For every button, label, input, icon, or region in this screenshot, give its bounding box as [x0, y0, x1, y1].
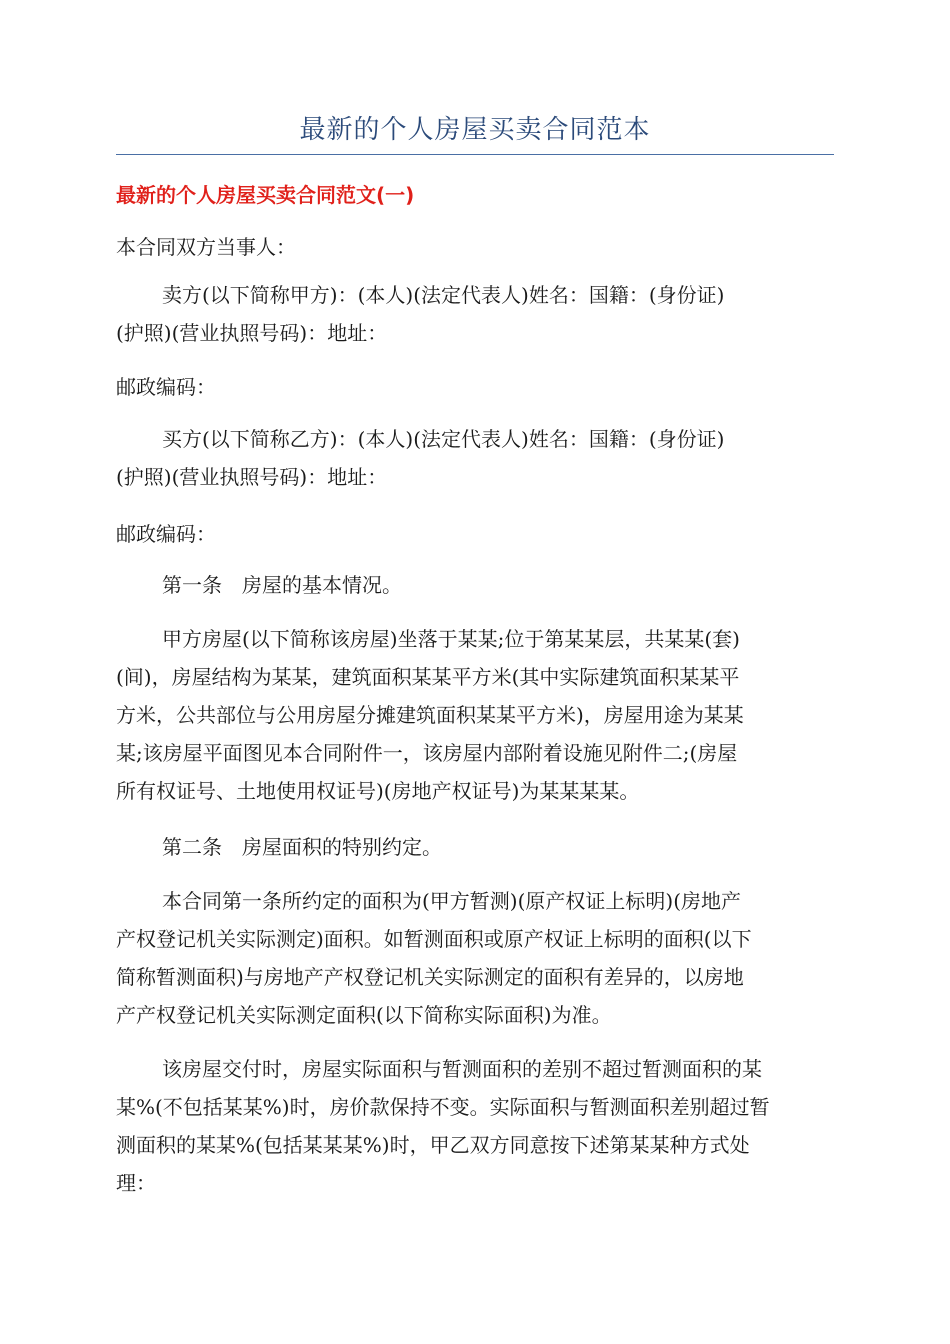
paragraph-line: 本合同第一条所约定的面积为(甲方暂测)(原产权证上标明)(房地产: [162, 889, 742, 913]
paragraph-line: (护照)(营业执照号码)：地址：: [116, 321, 388, 345]
paragraph-line: 该房屋交付时，房屋实际面积与暂测面积的差别不超过暂测面积的某: [162, 1057, 762, 1081]
article-2-heading: [116, 828, 834, 866]
paragraph-buyer: [116, 420, 834, 496]
paragraph-line: 某;该房屋平面图见本合同附件一，该房屋内部附着设施见附件二;(房屋: [116, 741, 738, 765]
paragraph-line: 所有权证号、土地使用权证号)(房地产权证号)为某某某某。: [116, 779, 640, 803]
paragraph-seller: [116, 276, 834, 352]
paragraph-line: 第一条 房屋的基本情况。: [162, 573, 402, 597]
paragraph-line: 卖方(以下简称甲方)：(本人)(法定代表人)姓名：国籍：(身份证): [162, 283, 725, 307]
paragraph-line: 买方(以下简称乙方)：(本人)(法定代表人)姓名：国籍：(身份证): [162, 427, 725, 451]
paragraph-line: 邮政编码：: [116, 375, 216, 399]
paragraph-buyer-postal: [116, 515, 834, 553]
delivery-clause: [116, 1050, 834, 1202]
article-2-body: [116, 882, 834, 1034]
paragraph-line: 方米，公共部位与公用房屋分摊建筑面积某某平方米)，房屋用途为某某: [116, 703, 744, 727]
paragraph-line: (护照)(营业执照号码)：地址：: [116, 465, 388, 489]
paragraph-line: (间)，房屋结构为某某，建筑面积某某平方米(其中实际建筑面积某某平: [116, 665, 740, 689]
paragraph-parties: [116, 228, 834, 266]
paragraph-line: 本合同双方当事人：: [116, 235, 296, 259]
paragraph-line: 产产权登记机关实际测定面积(以下简称实际面积)为准。: [116, 1003, 612, 1027]
article-1-body: [116, 620, 834, 810]
paragraph-line: 甲方房屋(以下简称该房屋)坐落于某某;位于第某某层，共某某(套): [162, 627, 740, 651]
paragraph-line: 简称暂测面积)与房地产产权登记机关实际测定的面积有差异的，以房地: [116, 965, 744, 989]
section-heading: 最新的个人房屋买卖合同范文(一): [116, 183, 415, 207]
title-divider: [116, 154, 834, 155]
paragraph-line: 某%(不包括某某%)时，房价款保持不变。实际面积与暂测面积差别超过暂: [116, 1095, 770, 1119]
paragraph-line: 第二条 房屋面积的特别约定。: [162, 835, 442, 859]
article-1-heading: [116, 566, 834, 604]
paragraph-line: 测面积的某某%(包括某某某%)时，甲乙双方同意按下述第某某种方式处: [116, 1133, 750, 1157]
document-title: 最新的个人房屋买卖合同范本: [299, 115, 651, 145]
paragraph-line: 理：: [116, 1171, 156, 1195]
paragraph-line: 邮政编码：: [116, 522, 216, 546]
paragraph-seller-postal: [116, 368, 834, 406]
paragraph-line: 产权登记机关实际测定)面积。如暂测面积或原产权证上标明的面积(以下: [116, 927, 752, 951]
